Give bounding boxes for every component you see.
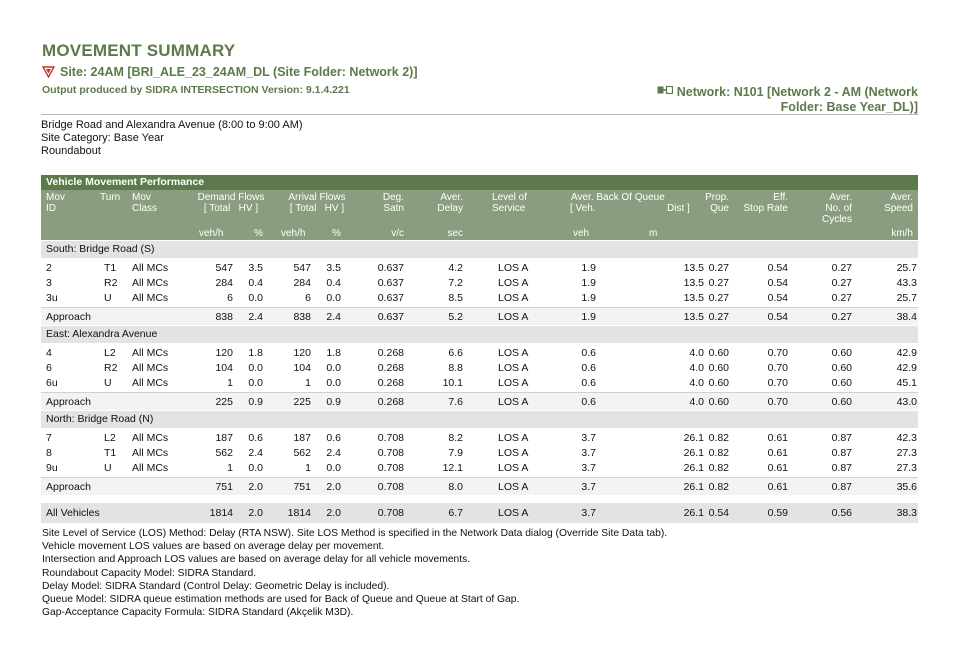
site-location: Bridge Road and Alexandra Avenue (8:00 to 9:00 AM) — [41, 119, 303, 131]
cell-prop-que: 0.82 — [708, 432, 729, 444]
cell-cycles: 0.27 — [831, 277, 852, 289]
cell-queue-veh: 0.6 — [581, 347, 596, 359]
cell-prop-que: 0.82 — [708, 447, 729, 459]
cell-stop-rate: 0.61 — [767, 432, 788, 444]
cell-los: LOS A — [498, 447, 529, 459]
notes — [42, 527, 667, 619]
cell-demand-hv: 2.4 — [248, 447, 263, 459]
cell-arrival-hv: 2.0 — [326, 481, 341, 493]
table-row — [41, 346, 918, 361]
cell-prop-que: 0.54 — [708, 507, 729, 519]
cell-los: LOS A — [498, 507, 529, 519]
cell-delay: 12.1 — [442, 462, 463, 474]
cell-demand-hv: 0.4 — [248, 277, 263, 289]
cell-cycles: 0.60 — [831, 396, 852, 408]
unit-veh-h: veh/h — [281, 228, 306, 239]
cell-queue-veh: 1.9 — [581, 311, 596, 323]
header-divider — [41, 114, 918, 115]
cell-queue-veh: 3.7 — [581, 432, 596, 444]
cell-queue-dist: 13.5 — [683, 311, 704, 323]
cell-queue-dist: 4.0 — [689, 396, 704, 408]
cell-los: LOS A — [498, 277, 529, 289]
cell-prop-que: 0.27 — [708, 292, 729, 304]
cell-queue-dist: 13.5 — [683, 292, 704, 304]
cell-demand-hv: 2.4 — [248, 311, 263, 323]
cell-cycles: 0.87 — [831, 432, 852, 444]
site-type: Roundabout — [41, 145, 101, 157]
cell-queue-dist: 13.5 — [683, 277, 704, 289]
cell-arrival-total: 1 — [305, 462, 311, 474]
cell-row-label: Approach — [46, 311, 91, 323]
cell-class: All MCs — [132, 432, 169, 444]
cell-deg-satn: 0.708 — [377, 432, 404, 444]
table-row — [41, 431, 918, 446]
cell-stop-rate: 0.54 — [767, 311, 788, 323]
cell-demand-total: 187 — [215, 432, 233, 444]
cell-cycles: 0.56 — [831, 507, 852, 519]
cell-queue-veh: 0.6 — [581, 377, 596, 389]
cell-delay: 8.2 — [448, 432, 463, 444]
cell-prop-que: 0.60 — [708, 396, 729, 408]
unit-veh-h: veh/h — [199, 228, 224, 239]
all-vehicles-row — [41, 503, 918, 523]
cell-arrival-total: 104 — [293, 362, 311, 374]
cell-arrival-total: 751 — [293, 481, 311, 493]
col-arrival: Arrival Flows [ Total HV ] — [288, 192, 346, 214]
cell-queue-veh: 1.9 — [581, 262, 596, 274]
cell-stop-rate: 0.54 — [767, 262, 788, 274]
cell-queue-dist: 26.1 — [683, 462, 704, 474]
col-back-of-queue: Aver. Back Of Queue [ Veh. Dist ] — [570, 192, 690, 214]
cell-demand-total: 120 — [215, 347, 233, 359]
cell-turn: L2 — [104, 347, 116, 359]
output-version: Output produced by SIDRA INTERSECTION Version: 9.1.4.221 — [42, 84, 350, 96]
cell-los: LOS A — [498, 396, 529, 408]
site-category: Site Category: Base Year — [41, 132, 164, 144]
cell-prop-que: 0.27 — [708, 262, 729, 274]
approach-total-row — [41, 392, 918, 410]
cell-delay: 6.7 — [448, 507, 463, 519]
cell-deg-satn: 0.268 — [377, 396, 404, 408]
cell-demand-hv: 0.0 — [248, 292, 263, 304]
col-los: Level of Service — [492, 192, 528, 214]
cell-arrival-total: 1 — [305, 377, 311, 389]
cell-cycles: 0.87 — [831, 481, 852, 493]
cell-turn: R2 — [104, 277, 118, 289]
cell-queue-dist: 26.1 — [683, 481, 704, 493]
table-row — [41, 446, 918, 461]
cell-demand-total: 547 — [215, 262, 233, 274]
cell-deg-satn: 0.708 — [377, 447, 404, 459]
table-row — [41, 461, 918, 476]
cell-queue-veh: 3.7 — [581, 507, 596, 519]
cell-deg-satn: 0.268 — [377, 377, 404, 389]
col-turn: Turn — [100, 192, 121, 203]
cell-demand-hv: 1.8 — [248, 347, 263, 359]
cell-turn: U — [104, 377, 112, 389]
cell-cycles: 0.60 — [831, 377, 852, 389]
cell-speed: 38.4 — [896, 311, 917, 323]
cell-class: All MCs — [132, 262, 169, 274]
cell-turn: T1 — [104, 447, 117, 459]
cell-stop-rate: 0.54 — [767, 292, 788, 304]
cell-stop-rate: 0.54 — [767, 277, 788, 289]
cell-demand-hv: 3.5 — [248, 262, 263, 274]
cell-prop-que: 0.82 — [708, 462, 729, 474]
cell-arrival-total: 120 — [293, 347, 311, 359]
cell-prop-que: 0.27 — [708, 311, 729, 323]
cell-arrival-total: 838 — [293, 311, 311, 323]
cell-speed: 42.9 — [896, 362, 917, 374]
cell-arrival-total: 547 — [293, 262, 311, 274]
cell-demand-total: 1814 — [209, 507, 233, 519]
col-delay: Aver. Delay — [437, 192, 463, 214]
cell-queue-veh: 3.7 — [581, 447, 596, 459]
cell-arrival-total: 225 — [293, 396, 311, 408]
col-deg-satn: Deg. Satn — [382, 192, 404, 214]
cell-mov-id: 4 — [46, 347, 52, 359]
cell-queue-veh: 0.6 — [581, 396, 596, 408]
cell-speed: 43.0 — [896, 396, 917, 408]
col-stop-rate: Eff. Stop Rate — [743, 192, 788, 214]
col-speed: Aver. Speed — [884, 192, 913, 214]
cell-mov-id: 2 — [46, 262, 52, 274]
unit-sec: sec — [447, 228, 463, 239]
cell-class: All MCs — [132, 347, 169, 359]
cell-arrival-hv: 3.5 — [326, 262, 341, 274]
cell-arrival-hv: 0.4 — [326, 277, 341, 289]
cell-delay: 7.9 — [448, 447, 463, 459]
cell-mov-id: 6u — [46, 377, 58, 389]
cell-arrival-hv: 0.0 — [326, 292, 341, 304]
cell-los: LOS A — [498, 347, 529, 359]
cell-class: All MCs — [132, 277, 169, 289]
cell-row-label: Approach — [46, 396, 91, 408]
cell-prop-que: 0.27 — [708, 277, 729, 289]
cell-class: All MCs — [132, 447, 169, 459]
cell-queue-dist: 26.1 — [683, 507, 704, 519]
cell-mov-id: 6 — [46, 362, 52, 374]
cell-row-label: All Vehicles — [46, 507, 100, 519]
site-label: Site: 24AM [BRI_ALE_23_24AM_DL (Site Folder: Network 2)] — [60, 65, 418, 79]
cell-los: LOS A — [498, 262, 529, 274]
cell-los: LOS A — [498, 462, 529, 474]
note-line: Vehicle movement LOS values are based on average delay per movement. — [42, 541, 385, 553]
cell-los: LOS A — [498, 292, 529, 304]
cell-cycles: 0.27 — [831, 292, 852, 304]
cell-cycles: 0.60 — [831, 347, 852, 359]
cell-arrival-total: 1814 — [287, 507, 311, 519]
network-label-line2: Folder: Base Year_DL)] — [780, 100, 918, 115]
cell-delay: 10.1 — [442, 377, 463, 389]
cell-delay: 7.6 — [448, 396, 463, 408]
cell-demand-total: 225 — [215, 396, 233, 408]
cell-queue-dist: 13.5 — [683, 262, 704, 274]
cell-cycles: 0.87 — [831, 462, 852, 474]
cell-demand-total: 838 — [215, 311, 233, 323]
cell-arrival-total: 187 — [293, 432, 311, 444]
cell-arrival-total: 284 — [293, 277, 311, 289]
cell-deg-satn: 0.637 — [377, 292, 404, 304]
cell-arrival-total: 6 — [305, 292, 311, 304]
cell-demand-hv: 0.6 — [248, 432, 263, 444]
cell-deg-satn: 0.637 — [377, 277, 404, 289]
note-line: Site Level of Service (LOS) Method: Delay (RTA NSW). Site LOS Method is specified in the Network Data dialog (Override Site Data tab). — [42, 528, 668, 539]
note-line: Gap-Acceptance Capacity Formula: SIDRA Standard (Akçelik M3D). — [42, 607, 354, 619]
cell-turn: U — [104, 462, 112, 474]
cell-mov-id: 7 — [46, 432, 52, 444]
cell-mov-id: 8 — [46, 447, 52, 459]
cell-turn: L2 — [104, 432, 116, 444]
cell-prop-que: 0.60 — [708, 362, 729, 374]
cell-arrival-hv: 0.0 — [326, 377, 341, 389]
cell-arrival-total: 562 — [293, 447, 311, 459]
col-prop-que: Prop. Que — [705, 192, 729, 214]
cell-demand-hv: 0.9 — [248, 396, 263, 408]
cell-stop-rate: 0.59 — [767, 507, 788, 519]
cell-cycles: 0.27 — [831, 311, 852, 323]
cell-queue-dist: 26.1 — [683, 432, 704, 444]
cell-stop-rate: 0.70 — [767, 347, 788, 359]
cell-demand-total: 1 — [227, 462, 233, 474]
cell-mov-id: 9u — [46, 462, 58, 474]
cell-demand-hv: 2.0 — [248, 507, 263, 519]
cell-cycles: 0.27 — [831, 262, 852, 274]
cell-deg-satn: 0.268 — [377, 347, 404, 359]
table-row — [41, 376, 918, 391]
cell-queue-veh: 3.7 — [581, 481, 596, 493]
table-title: Vehicle Movement Performance — [41, 175, 918, 190]
cell-delay: 6.6 — [448, 347, 463, 359]
network-label-line1: Network: N101 [Network 2 - AM (Network — [676, 85, 918, 99]
table-row — [41, 361, 918, 376]
cell-queue-dist: 4.0 — [689, 347, 704, 359]
table-row — [41, 261, 918, 276]
cell-los: LOS A — [498, 311, 529, 323]
col-class: Mov Class — [132, 192, 158, 214]
cell-demand-hv: 0.0 — [248, 362, 263, 374]
cell-arrival-hv: 1.8 — [326, 347, 341, 359]
cell-cycles: 0.60 — [831, 362, 852, 374]
cell-arrival-hv: 2.4 — [326, 311, 341, 323]
cell-los: LOS A — [498, 481, 529, 493]
approach-group-header: North: Bridge Road (N) — [41, 411, 918, 428]
cell-los: LOS A — [498, 432, 529, 444]
cell-prop-que: 0.60 — [708, 377, 729, 389]
cell-arrival-hv: 2.4 — [326, 447, 341, 459]
cell-deg-satn: 0.708 — [377, 507, 404, 519]
cell-demand-total: 562 — [215, 447, 233, 459]
cell-stop-rate: 0.70 — [767, 377, 788, 389]
cell-arrival-hv: 0.9 — [326, 396, 341, 408]
cell-stop-rate: 0.70 — [767, 362, 788, 374]
cell-speed: 27.3 — [896, 447, 917, 459]
col-mov-id: Mov ID — [46, 192, 65, 214]
cell-turn: U — [104, 292, 112, 304]
movement-table — [41, 175, 918, 523]
cell-cycles: 0.87 — [831, 447, 852, 459]
cell-demand-total: 751 — [215, 481, 233, 493]
table-header — [41, 190, 918, 240]
cell-prop-que: 0.82 — [708, 481, 729, 493]
cell-queue-veh: 1.9 — [581, 292, 596, 304]
cell-deg-satn: 0.637 — [377, 262, 404, 274]
unit-vc: v/c — [391, 228, 404, 239]
cell-deg-satn: 0.637 — [377, 311, 404, 323]
cell-stop-rate: 0.61 — [767, 447, 788, 459]
cell-demand-total: 284 — [215, 277, 233, 289]
cell-delay: 8.5 — [448, 292, 463, 304]
cell-stop-rate: 0.70 — [767, 396, 788, 408]
site-heading — [42, 65, 418, 79]
cell-deg-satn: 0.708 — [377, 481, 404, 493]
cell-speed: 43.3 — [896, 277, 917, 289]
cell-mov-id: 3u — [46, 292, 58, 304]
cell-queue-veh: 3.7 — [581, 462, 596, 474]
col-cycles: Aver. No. of Cycles — [821, 192, 852, 225]
cell-turn: T1 — [104, 262, 117, 274]
table-row — [41, 291, 918, 306]
cell-demand-hv: 0.0 — [248, 462, 263, 474]
cell-delay: 8.0 — [448, 481, 463, 493]
cell-delay: 5.2 — [448, 311, 463, 323]
cell-turn: R2 — [104, 362, 118, 374]
cell-arrival-hv: 0.0 — [326, 462, 341, 474]
cell-arrival-hv: 0.6 — [326, 432, 341, 444]
cell-deg-satn: 0.268 — [377, 362, 404, 374]
note-line: Intersection and Approach LOS values are based on average delay for all vehicle movements. — [42, 554, 471, 566]
cell-speed: 35.6 — [896, 481, 917, 493]
cell-class: All MCs — [132, 292, 169, 304]
cell-demand-total: 6 — [227, 292, 233, 304]
unit-veh: veh — [573, 228, 590, 239]
unit-m: m — [649, 228, 658, 239]
approach-group-header: East: Alexandra Avenue — [41, 326, 918, 343]
cell-demand-hv: 0.0 — [248, 377, 263, 389]
note-line: Roundabout Capacity Model: SIDRA Standard. — [42, 567, 257, 579]
cell-demand-total: 104 — [215, 362, 233, 374]
cell-speed: 42.9 — [896, 347, 917, 359]
cell-arrival-hv: 0.0 — [326, 362, 341, 374]
cell-queue-veh: 1.9 — [581, 277, 596, 289]
cell-row-label: Approach — [46, 481, 91, 493]
approach-total-row — [41, 307, 918, 325]
cell-arrival-hv: 2.0 — [326, 507, 341, 519]
cell-stop-rate: 0.61 — [767, 462, 788, 474]
network-heading — [648, 85, 918, 115]
unit-pct: % — [332, 228, 341, 239]
unit-pct: % — [254, 228, 263, 239]
cell-delay: 8.8 — [448, 362, 463, 374]
cell-queue-dist: 26.1 — [683, 447, 704, 459]
cell-deg-satn: 0.708 — [377, 462, 404, 474]
cell-class: All MCs — [132, 362, 169, 374]
cell-demand-total: 1 — [227, 377, 233, 389]
note-line: Queue Model: SIDRA queue estimation methods are used for Back of Queue and Queue at Start of Gap. — [42, 594, 520, 606]
note-line: Delay Model: SIDRA Standard (Control Delay: Geometric Delay is included). — [42, 580, 390, 592]
cell-delay: 7.2 — [448, 277, 463, 289]
cell-speed: 25.7 — [896, 262, 917, 274]
cell-speed: 42.3 — [896, 432, 917, 444]
table-body — [41, 241, 918, 523]
cell-speed: 38.3 — [896, 507, 917, 519]
page-title: MOVEMENT SUMMARY — [42, 41, 236, 60]
cell-speed: 25.7 — [896, 292, 917, 304]
site-info — [41, 119, 303, 158]
cell-class: All MCs — [132, 377, 169, 389]
cell-queue-veh: 0.6 — [581, 362, 596, 374]
cell-class: All MCs — [132, 462, 169, 474]
site-triangle-icon — [42, 66, 55, 78]
cell-speed: 27.3 — [896, 462, 917, 474]
cell-prop-que: 0.60 — [708, 347, 729, 359]
approach-total-row — [41, 477, 918, 495]
cell-los: LOS A — [498, 377, 529, 389]
cell-stop-rate: 0.61 — [767, 481, 788, 493]
cell-speed: 45.1 — [896, 377, 917, 389]
col-demand: Demand Flows [ Total HV ] — [197, 192, 265, 214]
table-row — [41, 276, 918, 291]
cell-demand-hv: 2.0 — [248, 481, 263, 493]
cell-queue-dist: 4.0 — [689, 377, 704, 389]
approach-group-header: South: Bridge Road (S) — [41, 241, 918, 258]
cell-queue-dist: 4.0 — [689, 362, 704, 374]
cell-delay: 4.2 — [448, 262, 463, 274]
unit-kmh: km/h — [891, 228, 913, 239]
cell-los: LOS A — [498, 362, 529, 374]
cell-mov-id: 3 — [46, 277, 52, 289]
network-link-icon — [657, 83, 673, 98]
